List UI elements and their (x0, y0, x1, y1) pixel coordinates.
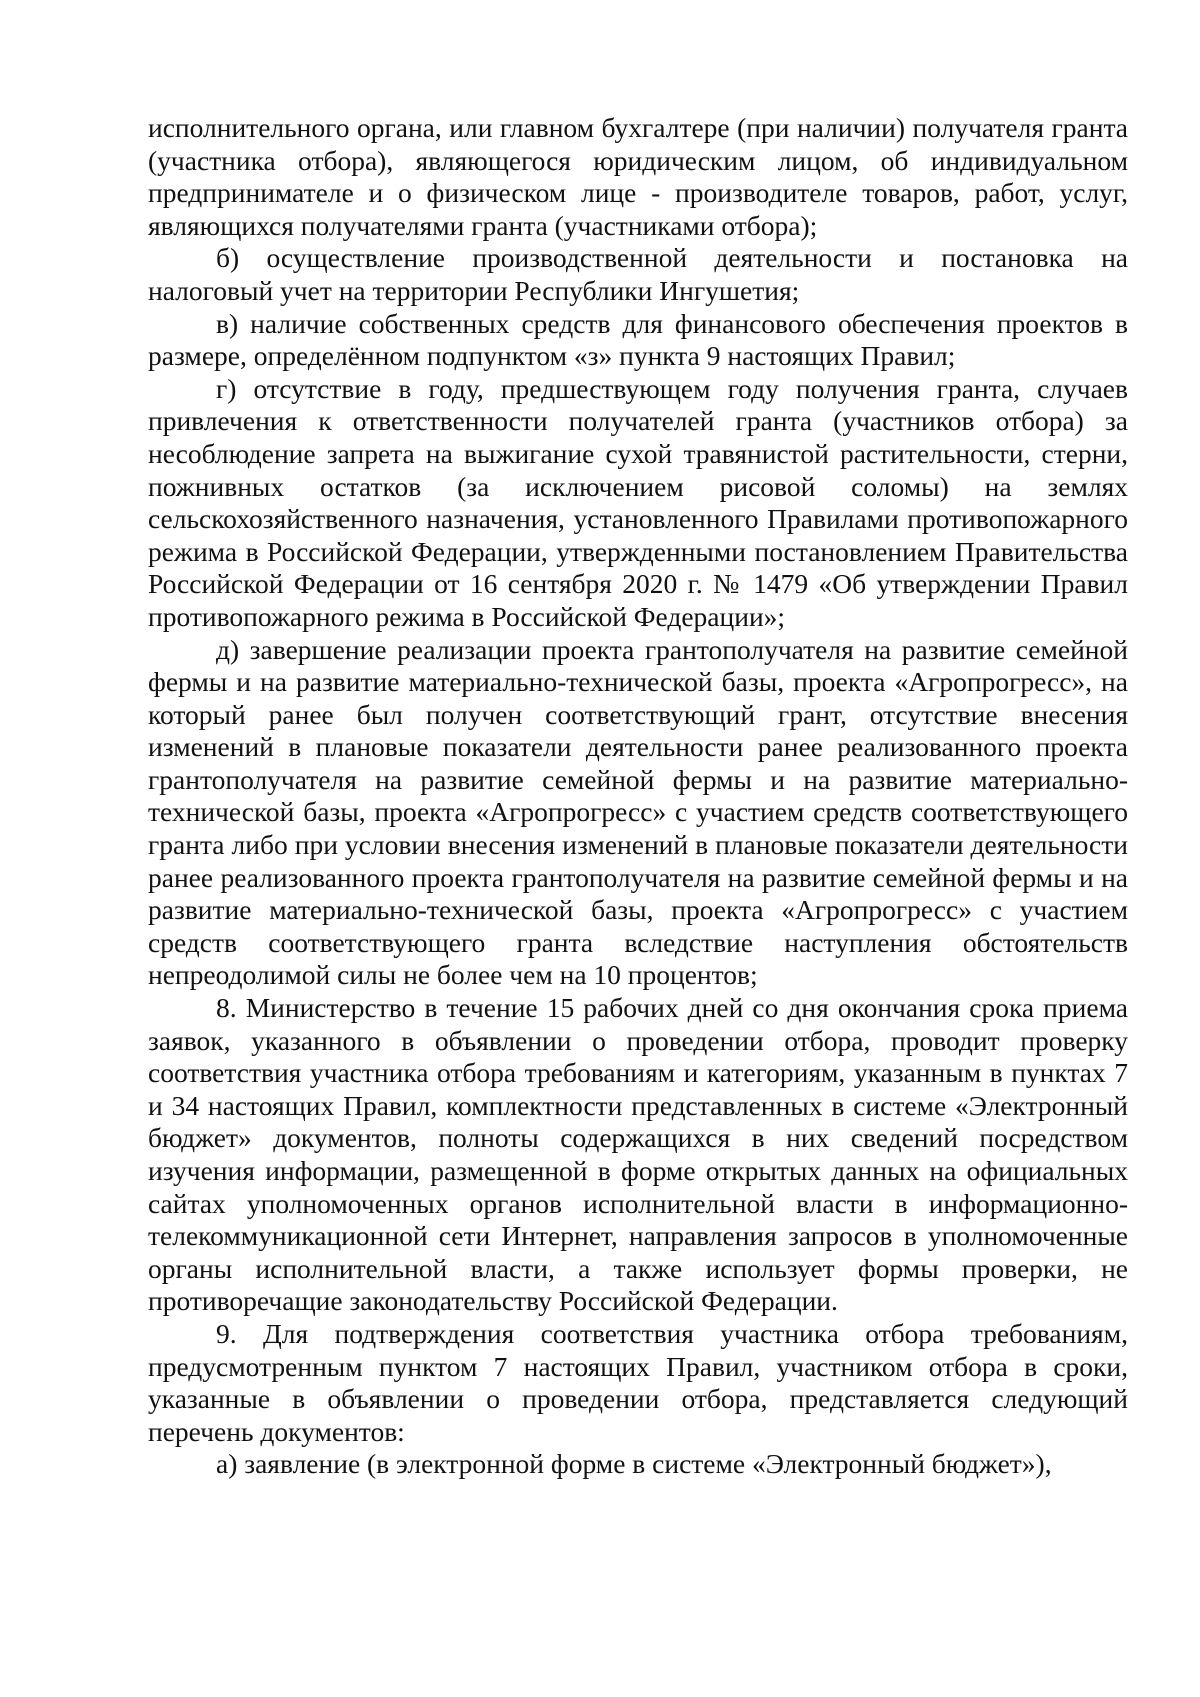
paragraph-item-v: в) наличие собственных средств для финансового обеспечения проектов в размере, определённом подпунктом «з» пункта 9 настоящих Правил; (148, 307, 1128, 372)
paragraph-clause-9: 9. Для подтверждения соответствия участника отбора требованиям, предусмотренным пунктом 7 настоящих Правил, участником отбора в сроки, указанные в объявлении о проведении отбора, представляется следующий перечень документов: (148, 1317, 1128, 1447)
paragraph-item-g: г) отсутствие в году, предшествующем году получения гранта, случаев привлечения к ответственности получателей гранта (участников отбора) за несоблюдение запрета на выжигание сухой травянистой растительности, стерни, пожнивных остатков (за исключением рисовой соломы) на землях сельскохозяйственного назначения, установленного Правилами противопожарного режима в Российской Федерации, утвержденными постановлением Правительства Российской Федерации от 16 сентября 2020 г. № 1479 «Об утверждении Правил противопожарного режима в Российской Федерации»; (148, 372, 1128, 632)
paragraph-item-b: б) осуществление производственной деятельности и постановка на налоговый учет на территории Республики Ингушетия; (148, 242, 1128, 306)
document-page (148, 112, 1128, 1481)
paragraph-clause-8: 8. Министерство в течение 15 рабочих дней со дня окончания срока приема заявок, указанного в объявлении о проведении отбора, проводит проверку соответствия участника отбора требованиям и категориям, указанным в пунктах 7 и 34 настоящих Правил, комплектности представленных в системе «Электронный бюджет» документов, полноты содержащихся в них сведений посредством изучения информации, размещенной в форме открытых данных на официальных сайтах уполномоченных органов исполнительной власти в информационно-телекоммуникационной сети Интернет, направления запросов в уполномоченные органы исполнительной власти, а также использует формы проверки, не противоречащие законодательству Российской Федерации. (148, 992, 1128, 1317)
paragraph-item-d: д) завершение реализации проекта грантополучателя на развитие семейной фермы и на развитие материально-технической базы, проекта «Агропрогресс», на который ранее был получен соответствующий грант, отсутствие внесения изменений в плановые показатели деятельности ранее реализованного проекта грантополучателя на развитие семейной фермы и на развитие материально-технической базы, проекта «Агропрогресс» с участием средств соответствующего гранта либо при условии внесения изменений в плановые показатели деятельности ранее реализованного проекта грантополучателя на развитие семейной фермы и на развитие материально-технической базы, проекта «Агропрогресс» с участием средств соответствующего гранта вследствие наступления обстоятельств непреодолимой силы не более чем на 10 процентов; (148, 633, 1128, 991)
paragraph-continuation: исполнительного органа, или главном бухгалтере (при наличии) получателя гранта (участника отбора), являющегося юридическим лицом, об индивидуальном предпринимателе и о физическом лице - производителе товаров, работ, услуг, являющихся получателями гранта (участниками отбора); (148, 112, 1128, 241)
paragraph-item-a: а) заявление (в электронной форме в системе «Электронный бюджет»), (216, 1448, 1052, 1480)
